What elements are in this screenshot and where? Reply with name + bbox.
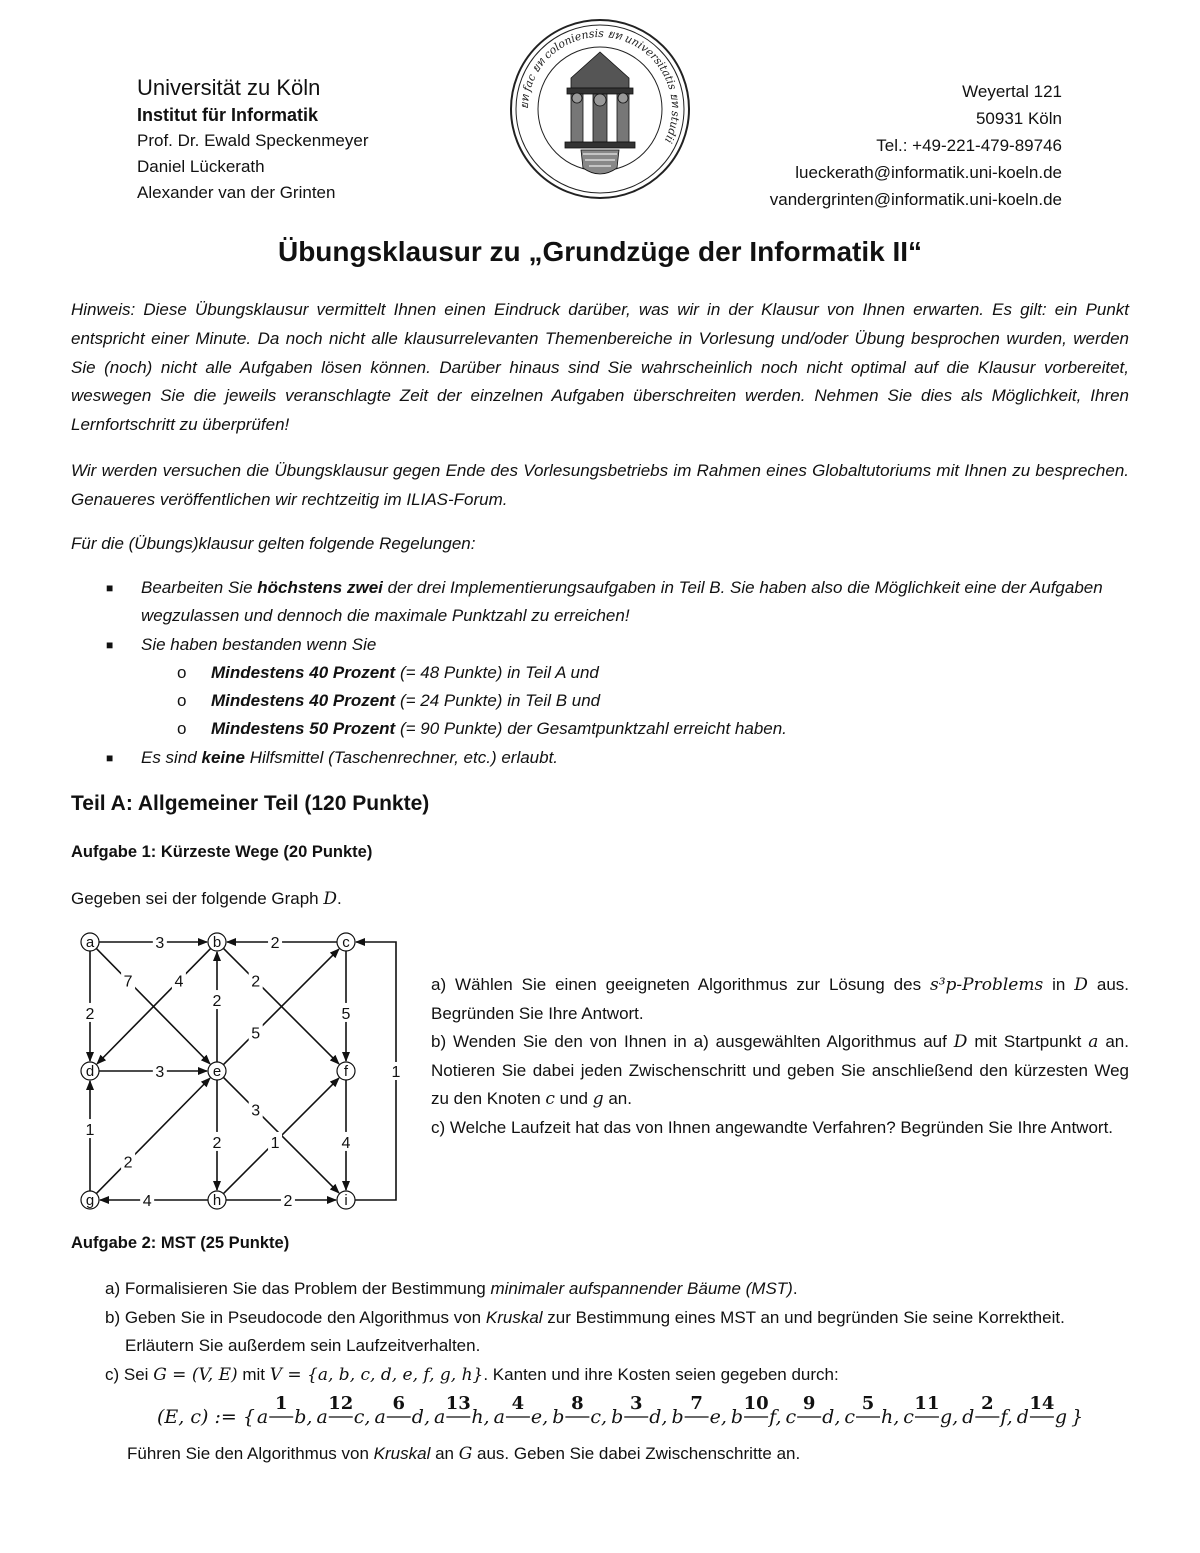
circle-bullet-icon: o <box>177 691 187 711</box>
graph-edge <box>83 1081 97 1191</box>
edge-weight-label: 4 <box>174 973 184 991</box>
graph-edge <box>227 932 337 952</box>
edge-cost: 14 <box>1029 1393 1055 1414</box>
edge-weight-label: 5 <box>341 1005 351 1023</box>
node-label: e <box>212 1063 222 1080</box>
edge-from: d <box>962 1406 975 1428</box>
edge-cost: 7 <box>690 1393 703 1414</box>
edge-from: a <box>433 1406 446 1428</box>
question-a: a) Wählen Sie einen geeigneten Algorithmus zur Lösung des s³p-Problems in D aus. Begründen Sie Ihre Antwort. <box>431 975 1129 1023</box>
graph-edge <box>99 932 207 952</box>
edge-from: d <box>1016 1406 1029 1428</box>
person-name: Daniel Lückerath <box>137 157 265 176</box>
question-a: a) Formalisieren Sie das Problem der Bestimmung minimaler aufspannender Bäume (MST). <box>105 1279 798 1298</box>
formula-edge <box>844 1393 899 1428</box>
hint-paragraph: Hinweis: Diese Übungsklausur vermittelt Ihnen einen Eindruck darüber, was wir in der Klausur von Ihnen erwarten. Es gilt: ein Punkt entspricht einer Minute. Da noch nicht alle klausurrelevanten Themenbereiche in Vorlesung und/oder Übung besprochen wurden, werden Sie (noch) nicht alle Aufgaben lösen können. Darüber hinaus sind Sie wahrscheinlich noch nicht optimal auf die Klausur vorbereitet, weswegen Sie die jeweils veranschlagte Zeit der einzelnen Aufgaben überschreiten werden. Nehmen Sie dies als Möglichkeit, Ihren Lernfortschritt zu überprüfen! <box>71 300 1129 435</box>
edge-cost-formula <box>127 1385 1117 1437</box>
edge-weight-label: 2 <box>212 993 222 1011</box>
node-label: g <box>85 1192 95 1209</box>
institute-name: Institut für Informatik <box>137 105 318 125</box>
edge-from: a <box>493 1406 505 1428</box>
formula-edge <box>552 1393 607 1428</box>
node-label: i <box>344 1192 348 1209</box>
edge-weight-label: 2 <box>123 1154 133 1172</box>
node-label: d <box>85 1063 95 1080</box>
formula-edge <box>257 1393 313 1428</box>
edge-line <box>96 1078 210 1193</box>
edge-weight-label: 3 <box>155 935 165 952</box>
edge-from: a <box>316 1406 328 1428</box>
edge-weight-label: 7 <box>123 973 133 991</box>
edge-weight-label: 3 <box>251 1102 261 1120</box>
edge-weight-label: 1 <box>391 1064 401 1081</box>
edge-weight-label: 2 <box>270 935 280 952</box>
graph-node-e <box>208 1062 226 1080</box>
formula-edge <box>1017 1393 1067 1428</box>
graph-node-c <box>337 933 355 951</box>
edge-to: f, <box>1000 1406 1013 1428</box>
bullet-icon: ■ <box>106 750 114 765</box>
graph-edge <box>96 1078 210 1193</box>
graph-node-a <box>81 933 99 951</box>
formula-edge <box>903 1393 958 1428</box>
sub-list-item: o Mindestens 50 Prozent (= 90 Punkte) der Gesamtpunktzahl erreicht haben. <box>106 715 1136 743</box>
edge-to: c, <box>590 1406 608 1428</box>
graph-edge <box>210 1080 224 1190</box>
formula-edge <box>374 1393 430 1428</box>
node-label: c <box>342 934 350 951</box>
edge-cost: 5 <box>861 1393 875 1414</box>
edge-cost: 13 <box>445 1393 471 1414</box>
sub-list-item: o Mindestens 40 Prozent (= 48 Punkte) in Teil A und <box>106 659 1136 687</box>
node-label: b <box>212 934 222 951</box>
edge-cost: 9 <box>802 1393 816 1414</box>
address-city: 50931 Köln <box>975 109 1062 128</box>
rules-list <box>106 574 1136 772</box>
formula-edge <box>962 1393 1013 1428</box>
university-seal <box>509 18 691 200</box>
page-title: Übungsklausur zu „Grundzüge der Informatik II“ <box>277 236 923 267</box>
graph-node-h <box>208 1191 226 1209</box>
section-heading: Teil A: Allgemeiner Teil (120 Punkte) <box>71 792 430 815</box>
formula-edge <box>671 1393 726 1428</box>
email[interactable]: vandergrinten@informatik.uni-koeln.de <box>769 190 1062 209</box>
edge-to: d, <box>411 1406 430 1428</box>
edge-from: b <box>611 1406 624 1428</box>
graph-edge <box>226 1190 336 1210</box>
edge-weight-label: 4 <box>142 1193 152 1210</box>
edge-to: e, <box>530 1406 549 1428</box>
sub-list-item: o Mindestens 40 Prozent (= 24 Punkte) in Teil B und <box>106 687 1136 715</box>
formula-edge <box>434 1393 490 1428</box>
edge-from: a <box>256 1406 269 1428</box>
edge-cost: 4 <box>511 1393 525 1414</box>
edge-to: d, <box>822 1406 841 1428</box>
task1-questions <box>431 971 1129 1142</box>
graph-edge <box>355 942 403 1200</box>
edge-to: c, <box>353 1406 371 1428</box>
graph-node-g <box>81 1191 99 1209</box>
person-name: Prof. Dr. Ewald Speckenmeyer <box>137 131 369 150</box>
address-street: Weyertal 121 <box>962 82 1062 101</box>
list-item: ■ Es sind keine Hilfsmittel (Taschenrechner, etc.) erlaubt. <box>106 744 1136 772</box>
edge-to: h, <box>881 1406 900 1428</box>
edge-weight-label: 5 <box>251 1025 261 1043</box>
graph-edge <box>339 951 353 1061</box>
question-b: b) Geben Sie in Pseudocode den Algorithmus von Kruskal zur Bestimmung eines MST an und begründen Sie seine Korrektheit. Erläutern Sie außerdem sein Laufzeitverhalten. <box>105 1307 1065 1355</box>
question-c: c) Sei G = (V, E) mit V = {a, b, c, d, e, f, g, h}. Kanten und ihre Kosten seien gegeben durch: <box>105 1364 839 1385</box>
node-label: a <box>85 934 95 951</box>
edge-to: g <box>1054 1406 1068 1428</box>
graph-edge <box>83 951 97 1061</box>
formula-lhs: (E, c) := { <box>157 1406 255 1428</box>
list-item: ■ Bearbeiten Sie höchstens zwei der drei Implementierungsaufgaben in Teil B. Sie haben also die Möglichkeit eine der Aufgaben wegzulassen und dennoch die maximale Punktzahl zu erreichen! <box>106 574 1136 631</box>
question-c: c) Welche Laufzeit hat das von Ihnen angewandte Verfahren? Begründen Sie Ihre Antwort. <box>431 1117 1114 1137</box>
formula-edge <box>731 1393 782 1428</box>
graph-node-d <box>81 1062 99 1080</box>
task2-final: Führen Sie den Algorithmus von Kruskal an G aus. Geben Sie dabei Zwischenschritte an. <box>127 1444 801 1464</box>
node-label: h <box>212 1192 222 1209</box>
rules-intro: Für die (Übungs)klausur gelten folgende Regelungen: <box>71 534 476 553</box>
edge-to: e, <box>709 1406 727 1428</box>
list-item: ■ Sie haben bestanden wenn Sie <box>106 631 1136 659</box>
task1-heading: Aufgabe 1: Kürzeste Wege (20 Punkte) <box>71 843 373 861</box>
university-name: Universität zu Köln <box>137 75 321 100</box>
formula-edge <box>611 1393 667 1428</box>
formula-edge <box>316 1393 370 1428</box>
graph-edge <box>99 1061 207 1081</box>
task2-questions <box>105 1275 1135 1389</box>
edge-from: b <box>730 1406 744 1428</box>
edge-cost: 8 <box>571 1393 584 1414</box>
edge-to: f, <box>769 1406 782 1428</box>
edge-cost: 12 <box>328 1393 354 1414</box>
edge-from: c <box>903 1406 914 1428</box>
email[interactable]: lueckerath@informatik.uni-koeln.de <box>795 163 1062 182</box>
task2-heading: Aufgabe 2: MST (25 Punkte) <box>71 1234 290 1252</box>
edge-weight-label: 1 <box>270 1134 280 1152</box>
formula-edge <box>786 1393 841 1428</box>
tutorial-paragraph: Wir werden versuchen die Übungsklausur gegen Ende des Vorlesungsbetriebs im Rahmen eines Globaltutoriums mit Ihnen zu besprechen. Genaueres veröffentlichen wir rechtzeitig im ILIAS-Forum. <box>71 461 1129 509</box>
edge-cost: 2 <box>981 1393 994 1414</box>
header-left <box>137 74 368 206</box>
graph-node-i <box>337 1191 355 1209</box>
edge-from: b <box>671 1406 684 1428</box>
edge-from: b <box>552 1406 565 1428</box>
circle-bullet-icon: o <box>177 719 187 739</box>
edge-weight-label: 2 <box>212 1134 222 1152</box>
edge-weight-label: 2 <box>85 1005 95 1023</box>
edge-to: h, <box>471 1406 490 1428</box>
node-label: f <box>343 1063 349 1080</box>
graph-d <box>60 918 420 1218</box>
edge-cost: 10 <box>743 1393 769 1414</box>
graph-node-b <box>208 933 226 951</box>
edge-to: d, <box>649 1406 668 1428</box>
edge-weight-label: 1 <box>85 1122 95 1140</box>
formula-edge <box>494 1393 549 1428</box>
question-b: b) Wenden Sie den von Ihnen in a) ausgewählten Algorithmus auf D mit Startpunkt a an. Notieren Sie dabei jeden Zwischenschritt und geben Sie anschließend den kürzesten Weg zu den Knoten c und g an. <box>431 1032 1129 1109</box>
edge-weight-label: 2 <box>251 973 261 991</box>
edge-from: a <box>374 1406 386 1428</box>
circle-bullet-icon: o <box>177 662 187 682</box>
edge-cost: 3 <box>629 1393 643 1414</box>
graph-node-f <box>337 1062 355 1080</box>
bullet-icon: ■ <box>106 637 114 652</box>
seal-inscription: ยท fac ยท coloniensis ยท universitatis ยท studii <box>517 26 683 146</box>
graph-edge <box>339 1080 353 1190</box>
person-name: Alexander van der Grinten <box>137 183 336 202</box>
task1-intro: Gegeben sei der folgende Graph D. <box>71 889 342 909</box>
edge-to: g, <box>939 1406 959 1428</box>
edge-from: c <box>785 1406 797 1428</box>
phone: Tel.: +49-221-479-89746 <box>876 136 1062 155</box>
graph-edge <box>210 952 224 1062</box>
formula-rhs: } <box>1071 1406 1084 1428</box>
edge-from: c <box>844 1406 856 1428</box>
edge-to: b, <box>294 1406 313 1428</box>
edge-cost: 6 <box>392 1393 406 1414</box>
edge-cost: 1 <box>274 1393 288 1414</box>
edge-cost: 11 <box>914 1393 940 1414</box>
header-right <box>770 78 1062 213</box>
edge-weight-label: 3 <box>155 1064 165 1081</box>
graph-edge <box>100 1190 208 1210</box>
edge-weight-label: 2 <box>283 1193 293 1210</box>
edge-weight-label: 4 <box>341 1134 351 1152</box>
bullet-icon: ■ <box>106 581 114 595</box>
